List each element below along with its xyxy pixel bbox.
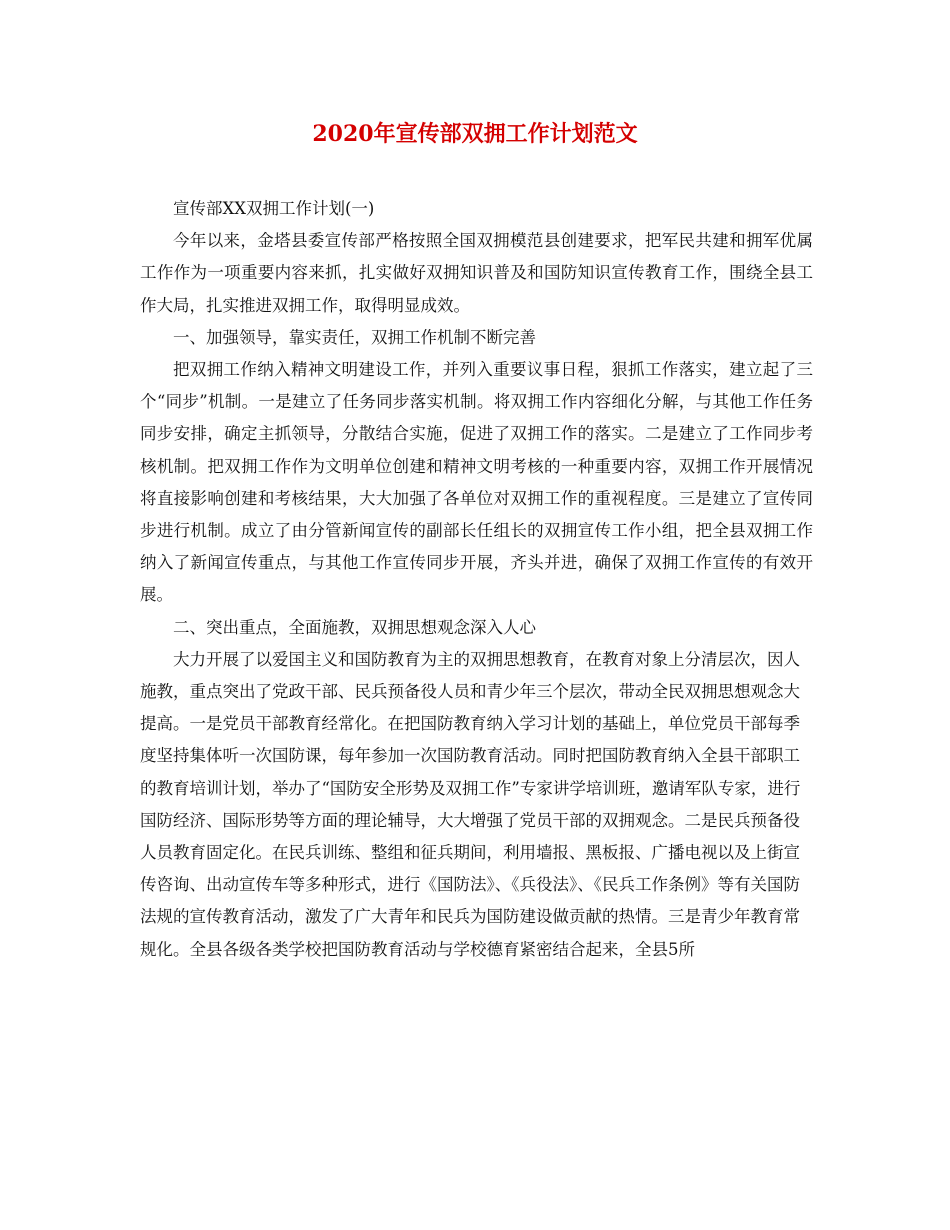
intro-paragraph: 今年以来，金塔县委宣传部严格按照全国双拥模范县创建要求，把军民共建和拥军优属工作作为一项重要内容来抓，扎实做好双拥知识普及和国防知识宣传教育工作，围绕全县工作大局，扎实推进双拥工作，取得明显成效。: [140, 231, 813, 315]
section-heading-1: 一、加强领导，靠实责任，双拥工作机制不断完善: [173, 327, 536, 347]
section-1-paragraph: 把双拥工作纳入精神文明建设工作，并列入重要议事日程，狠抓工作落实，建立起了三个“同步”机制。一是建立了任务同步落实机制。将双拥工作内容细化分解，与其他工作任务同步安排，确定主抓领导，分散结合实施，促进了双拥工作的落实。二是建立了工作同步考核机制。把双拥工作作为文明单位创建和精神文明考核的一种重要内容，双拥工作开展情况将直接影响创建和考核结果，大大加强了各单位对双拥工作的重视程度。三是建立了宣传同步进行机制。成立了由分管新闻宣传的副部长任组长的双拥宣传工作小组，把全县双拥工作纳入了新闻宣传重点，与其他工作宣传同步开展，齐头并进，确保了双拥工作宣传的有效开展。: [140, 360, 813, 605]
document-body: [140, 193, 813, 966]
document-title: 2020年宣传部双拥工作计划范文: [312, 121, 638, 147]
section-2-paragraph: 大力开展了以爱国主义和国防教育为主的双拥思想教育，在教育对象上分清层次，因人施教，重点突出了党政干部、民兵预备役人员和青少年三个层次，带动全民双拥思想观念大提高。一是党员干部教育经常化。在把国防教育纳入学习计划的基础上，单位党员干部每季度坚持集体听一次国防课，每年参加一次国防教育活动。同时把国防教育纳入全县干部职工的教育培训计划，举办了“国防安全形势及双拥工作”专家讲学培训班，邀请军队专家，进行国防经济、国际形势等方面的理论辅导，大大增强了党员干部的双拥观念。二是民兵预备役人员教育固定化。在民兵训练、整组和征兵期间，利用墙报、黑板报、广播电视以及上街宣传咨询、出动宣传车等多种形式，进行《国防法》、《兵役法》、《民兵工作条例》等有关国防法规的宣传教育活动，激发了广大青年和民兵为国防建设做贡献的热情。三是青少年教育常规化。全县各级各类学校把国防教育活动与学校德育紧密结合起来，全县5所: [140, 649, 801, 959]
section-subtitle: 宣传部XX双拥工作计划(一): [173, 199, 375, 218]
section-heading-2: 二、突出重点，全面施教，双拥思想观念深入人心: [173, 617, 536, 637]
